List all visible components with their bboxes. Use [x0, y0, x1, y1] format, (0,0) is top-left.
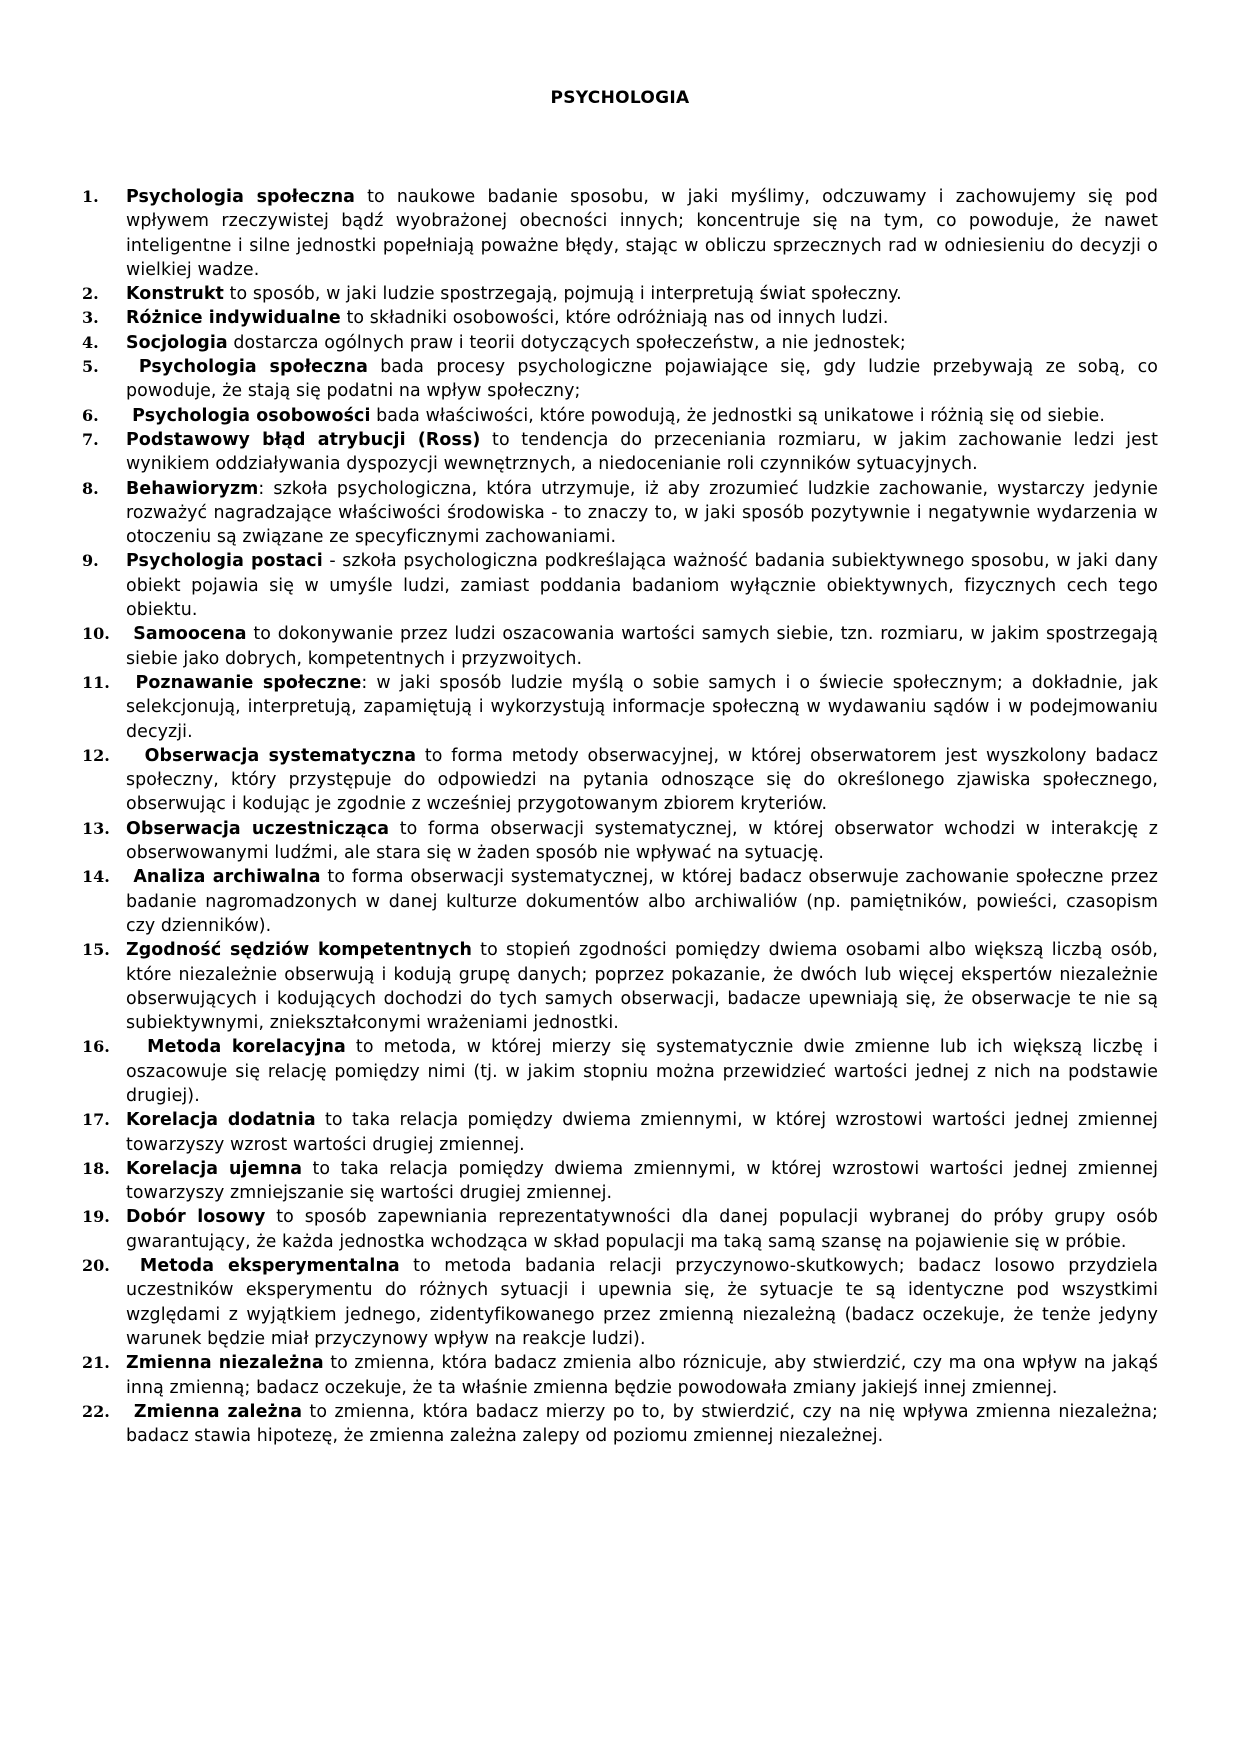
item-description: - szkoła psychologiczna podkreślająca ważność badania subiektywnego sposobu, w jaki dany obiekt pojawia się w umyśle ludzi, zamiast poddania badaniom wyłącznie obiektywnych, fizycznych cech tego obiektu.: [126, 551, 1164, 621]
item-term: Metoda eksperymentalna: [126, 1256, 400, 1277]
item-description: to dokonywanie przez ludzi oszacowania wartości samych siebie, tzn. rozmiaru, w jakim spostrzegają siebie jako dobrych, kompetentnych i przyzwoitych.: [126, 624, 1164, 669]
item-text: [126, 1254, 1164, 1351]
item-term: Zmienna niezależna: [126, 1353, 324, 1374]
list-item: [82, 671, 1164, 744]
item-description: to metoda badania relacji przyczynowo-skutkowych; badacz losowo przydziela uczestników eksperymentu do różnych sytuacji i upewnia się, że sytuacje te są identyczne pod wszystkimi względami z wyjątkiem jednego, zidentyfikowanego przez zmienną niezależną (badacz oczekuje, że tenże jedyny warunek będzie miał przyczynowy wpływ na reakcje ludzi).: [126, 1256, 1164, 1349]
item-term: Psychologia społeczna: [126, 187, 356, 207]
item-number: 22.: [82, 1401, 110, 1421]
list-item: [82, 282, 1158, 306]
list-item: [82, 938, 1164, 1035]
item-description: to sposób zapewniania reprezentatywności dla danej populacji wybranej do próby grupy osób gwarantujący, że każda jednostka wchodząca w skład populacji ma taką samą szansę na pojawienie się w próbie.: [126, 1207, 1164, 1252]
list-item: [82, 428, 1164, 477]
item-text: [126, 549, 1164, 622]
list-item: [82, 355, 1164, 404]
item-text: [126, 1157, 1164, 1206]
item-description: : w jaki sposób ludzie myślą o sobie samych i o świecie społecznym; a dokładnie, jak selekcjonują, interpretują, zapamiętują i wykorzystują informacje społeczną w wydawaniu sądów i w podejmowaniu decyzji.: [126, 672, 1164, 742]
item-text: [126, 428, 1164, 477]
item-text: [126, 622, 1164, 671]
list-item: [82, 331, 1158, 355]
item-term: Dobór losowy: [126, 1207, 266, 1228]
list-item: [82, 477, 1164, 550]
item-number: 9.: [82, 551, 99, 571]
list-item: [82, 1351, 1164, 1400]
list-item: [82, 185, 1164, 282]
list-item: [82, 817, 1164, 866]
item-description: to zmienna, która badacz mierzy po to, by stwierdzić, czy na nię wpływa zmienna niezależna; badacz stawia hipotezę, że zmienna zależna zalepy od poziomu zmiennej niezależnej.: [126, 1401, 1164, 1447]
item-description: bada procesy psychologiczne pojawiające się, gdy ludzie przebywają ze sobą, co powoduje, że stają się podatni na wpływ społeczny;: [126, 357, 1164, 402]
item-term: Korelacja dodatnia: [126, 1110, 316, 1131]
item-number: 4.: [82, 332, 99, 352]
item-number: 12.: [82, 745, 110, 765]
definition-list: [82, 185, 1164, 1448]
item-text: [126, 404, 1158, 428]
item-number: 20.: [82, 1256, 110, 1276]
item-number: 6.: [82, 405, 99, 425]
list-item: [82, 622, 1164, 671]
list-item: [82, 306, 1158, 330]
item-term: Zgodność sędziów kompetentnych: [126, 940, 472, 961]
item-text: [126, 185, 1164, 282]
item-term: Obserwacja systematyczna: [126, 745, 417, 766]
item-number: 2.: [82, 284, 99, 304]
item-term: Psychologia postaci: [126, 551, 323, 572]
list-item: [82, 549, 1164, 622]
item-description: to zmienna, która badacz zmienia albo róznicuje, aby stwierdzić, czy ma ona wpływ na jakąś inną zmienną; badacz oczekuje, że ta właśnie zmienna będzie powodowała zmiany jakiejś innej zmiennej.: [126, 1353, 1164, 1398]
item-number: 15.: [82, 940, 110, 960]
item-text: [126, 671, 1164, 744]
list-item: [82, 865, 1164, 938]
item-description: to metoda, w której mierzy się systematycznie dwie zmienne lub ich większą liczbę i oszacowuje się relację pomiędzy nimi (tj. w jakim stopniu można przewidzieć wartości jednej z nich na podstawie drugiej).: [126, 1037, 1164, 1106]
item-description: : szkoła psychologiczna, która utrzymuje, iż aby zrozumieć ludzkie zachowanie, wystarczy jedynie rozważyć nagradzające właściwości środowiska - to znaczy to, w jaki sposób pozytywnie i negatywnie wydarzenia w otoczeniu są związane ze specyficznymi zachowaniami.: [126, 478, 1164, 548]
item-description: to stopień zgodności pomiędzy dwiema osobami albo większą liczbą osób, które niezależnie obserwują i kodują grupę danych; poprzez pokazanie, że dwóch lub więcej ekspertów niezależnie obserwujących i kodujących dochodzi do tych samych obserwacji, badacze upewniają się, że obserwacje te nie są subiektywnymi, zniekształconymi wrażeniami jednostki.: [126, 940, 1164, 1034]
item-term: Różnice indywidualne: [126, 308, 341, 329]
item-description: to forma obserwacji systematycznej, w której obserwator wchodzi w interakcję z obserwowanymi ludźmi, ale stara się w żaden sposób nie wpływać na sytuację.: [126, 818, 1164, 864]
item-text: [126, 306, 1158, 330]
item-description: to taka relacja pomiędzy dwiema zmiennymi, w której wzrostowi wartości jednej zmiennej towarzyszy zmniejszanie się wartości drugiej zmiennej.: [126, 1158, 1164, 1204]
item-term: Korelacja ujemna: [126, 1158, 303, 1179]
list-item: [82, 404, 1158, 428]
item-text: [126, 1351, 1164, 1400]
item-text: [126, 282, 1158, 306]
item-description: dostarcza ogólnych praw i teorii dotyczących społeczeństw, a nie jednostek;: [227, 332, 906, 353]
item-number: 17.: [82, 1110, 110, 1130]
item-term: Metoda korelacyjna: [126, 1037, 346, 1058]
list-item: [82, 1400, 1164, 1449]
list-item: [82, 1254, 1164, 1351]
item-number: 19.: [82, 1207, 110, 1227]
item-text: [126, 1400, 1164, 1449]
item-text: [126, 865, 1164, 938]
item-term: Psychologia społeczna: [126, 357, 368, 378]
list-item: [82, 1157, 1164, 1206]
item-text: [126, 1108, 1164, 1157]
item-description: to taka relacja pomiędzy dwiema zmiennymi, w której wzrostowi wartości jednej zmiennej towarzyszy wzrost wartości drugiej zmiennej.: [126, 1110, 1164, 1155]
item-number: 10.: [82, 624, 110, 644]
page-title: PSYCHOLOGIA: [550, 88, 690, 108]
list-item: [82, 1108, 1164, 1157]
item-number: 11.: [82, 672, 110, 692]
list-item: [82, 1035, 1164, 1108]
item-number: 3.: [82, 308, 99, 328]
item-term: Zmienna zależna: [126, 1401, 303, 1422]
item-number: 7.: [82, 429, 99, 449]
item-term: Konstrukt: [126, 284, 224, 305]
item-description: to naukowe badanie sposobu, w jaki myślimy, odczuwamy i zachowujemy się pod wpływem rzeczywistej bądź wyobrażonej obecności innych; koncentruje się na tym, co powoduje, że nawet inteligentne i silne jednostki popełniają poważne błędy, stając w obliczu sprzecznych rad w odniesieniu do decyzji o wielkiej wadze.: [126, 187, 1164, 280]
item-number: 16.: [82, 1037, 110, 1057]
list-item: [82, 1205, 1164, 1254]
item-text: [126, 817, 1164, 866]
item-term: Poznawanie społeczne: [126, 672, 362, 693]
item-description: to składniki osobowości, które odróżniają nas od innych ludzi.: [340, 308, 889, 329]
item-description: to tendencja do przeceniania rozmiaru, w jakim zachowanie ledzi jest wynikiem oddziaływania dyspozycji wewnętrznych, a niedocenianie roli czynników sytuacyjnych.: [126, 429, 1164, 475]
item-term: Psychologia osobowości: [126, 405, 371, 426]
item-number: 14.: [82, 867, 110, 887]
item-term: Analiza archiwalna: [126, 867, 321, 888]
item-text: [126, 477, 1164, 550]
item-term: Behawioryzm: [126, 478, 259, 499]
item-description: to forma metody obserwacyjnej, w której obserwatorem jest wyszkolony badacz społeczny, który przystępuje do odpowiedzi na pytania odnoszące się do określonego zjawiska społecznego, obserwując i kodując je zgodnie z wcześniej przygotowanym zbiorem kryteriów.: [126, 745, 1164, 815]
item-number: 5.: [82, 357, 99, 377]
item-text: [126, 938, 1164, 1035]
item-term: Samoocena: [126, 624, 247, 645]
item-term: Obserwacja uczestnicząca: [126, 818, 390, 839]
item-text: [126, 744, 1164, 817]
item-text: [126, 1205, 1164, 1254]
item-number: 8.: [82, 478, 99, 498]
item-description: to sposób, w jaki ludzie spostrzegają, pojmują i interpretują świat społeczny.: [223, 284, 902, 305]
item-description: bada właściwości, które powodują, że jednostki są unikatowe i różnią się od siebie.: [370, 405, 1105, 426]
item-term: Socjologia: [126, 332, 228, 353]
item-number: 13.: [82, 818, 110, 838]
item-term: Podstawowy błąd atrybucji (Ross): [126, 429, 481, 450]
item-text: [126, 355, 1164, 404]
item-number: 21.: [82, 1353, 110, 1373]
item-text: [126, 331, 1158, 355]
list-item: [82, 744, 1164, 817]
item-description: to forma obserwacji systematycznej, w której badacz obserwuje zachowanie społeczne przez badanie nagromadzonych w danej kulturze dokumentów albo archiwaliów (np. pamiętników, powieści, czasopism czy dzienników).: [126, 867, 1164, 936]
item-number: 18.: [82, 1158, 110, 1178]
item-number: 1.: [82, 187, 99, 206]
item-text: [126, 1035, 1164, 1108]
